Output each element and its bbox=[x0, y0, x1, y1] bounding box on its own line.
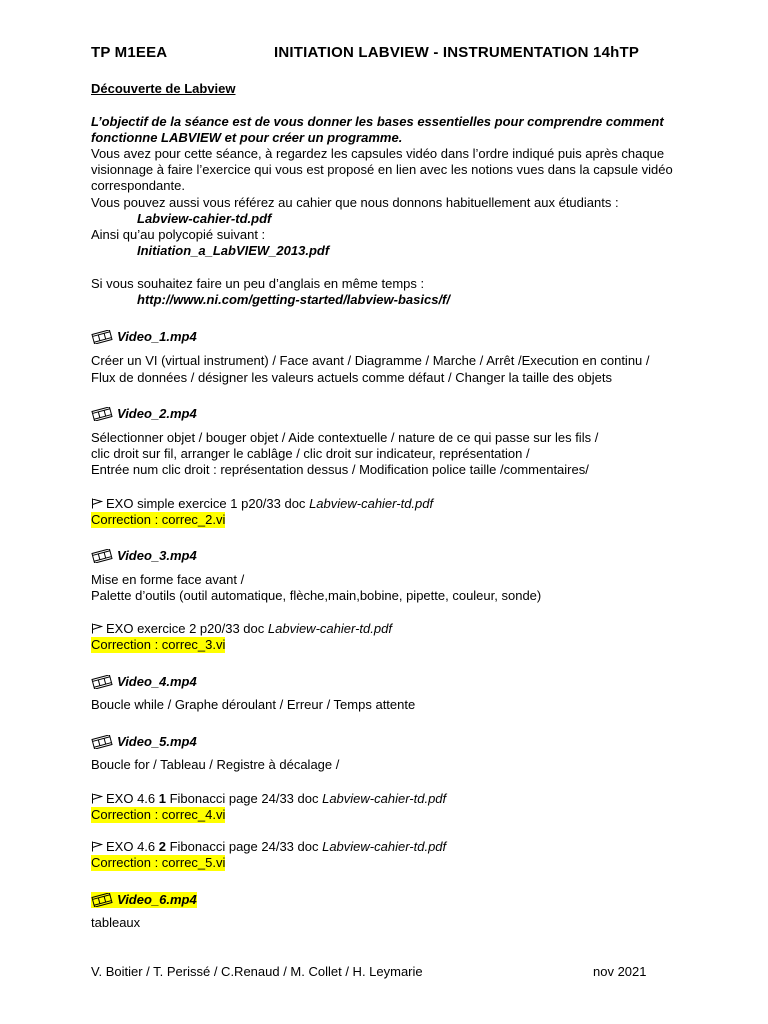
video-topics-line: Sélectionner objet / bouger objet / Aide contextuelle / nature de ce qui passe sur les fils / bbox=[91, 430, 599, 445]
film-icon bbox=[91, 735, 113, 749]
intro-paragraph-line: visionnage à faire l’exercice qui vous est proposé en lien avec les notions vues dans la capsule vidéo bbox=[91, 162, 673, 177]
flag-icon bbox=[91, 623, 103, 634]
correction-label: Correction : correc_3.vi bbox=[91, 637, 226, 652]
english-intro: Si vous souhaitez faire un peu d’anglais en même temps : bbox=[91, 276, 425, 291]
video-item-4 bbox=[91, 674, 197, 690]
exercise-doc: Labview-cahier-td.pdf bbox=[322, 791, 447, 806]
video-topics-line: clic droit sur fil, arranger le cablâge / clic droit sur indicateur, représentation / bbox=[91, 446, 530, 461]
video-topics-line: Palette d’outils (outil automatique, flèche,main,bobine, pipette, couleur, sonde) bbox=[91, 588, 542, 603]
intro-paragraph-line: correspondante. bbox=[91, 178, 185, 193]
exercise-item-2: EXO exercice 2 p20/33 doc Labview-cahier-td.pdf bbox=[91, 621, 392, 637]
film-icon bbox=[91, 330, 113, 344]
exercise-doc: Labview-cahier-td.pdf bbox=[322, 839, 447, 854]
objective-line-1: L’objectif de la séance est de vous donner les bases essentielles pour comprendre comment bbox=[91, 114, 664, 129]
film-icon bbox=[91, 675, 113, 689]
correction-label: Correction : correc_2.vi bbox=[91, 512, 226, 527]
footer-authors: V. Boitier / T. Perissé / C.Renaud / M. Collet / H. Leymarie bbox=[91, 964, 423, 979]
video-item-3 bbox=[91, 548, 197, 564]
film-icon bbox=[91, 549, 113, 563]
polycopie-intro: Ainsi qu’au polycopié suivant : bbox=[91, 227, 266, 242]
flag-icon bbox=[91, 793, 103, 804]
reference-doc-cahier: Labview-cahier-td.pdf bbox=[137, 211, 272, 226]
correction-label: Correction : correc_4.vi bbox=[91, 807, 226, 822]
video-title: Video_5.mp4 bbox=[117, 734, 197, 749]
video-topics-line: Flux de données / désigner les valeurs actuels comme défaut / Changer la taille des objets bbox=[91, 370, 613, 385]
correction-label: Correction : correc_5.vi bbox=[91, 855, 226, 870]
video-title: Video_3.mp4 bbox=[117, 548, 197, 563]
exercise-item-4: EXO 4.6 2 Fibonacci page 24/33 doc Labview-cahier-td.pdf bbox=[91, 839, 446, 855]
video-title: Video_2.mp4 bbox=[117, 406, 197, 421]
reference-doc-initiation: Initiation_a_LabVIEW_2013.pdf bbox=[137, 243, 330, 258]
video-item-1 bbox=[91, 329, 197, 345]
film-icon bbox=[91, 407, 113, 421]
video-topics-line: Mise en forme face avant / bbox=[91, 572, 245, 587]
document-page bbox=[91, 0, 711, 1024]
exercise-item-3: EXO 4.6 1 Fibonacci page 24/33 doc Labview-cahier-td.pdf bbox=[91, 791, 446, 807]
reference-url[interactable]: http://www.ni.com/getting-started/labview-basics/f/ bbox=[137, 292, 450, 307]
video-item-5 bbox=[91, 734, 197, 750]
video-item-6 bbox=[91, 892, 197, 908]
exercise-doc: Labview-cahier-td.pdf bbox=[267, 621, 392, 636]
film-icon bbox=[91, 893, 113, 907]
video-topics-line: tableaux bbox=[91, 915, 141, 930]
video-topics-line: Entrée num clic droit : représentation dessus / Modification police taille /commentaires/ bbox=[91, 462, 589, 477]
video-title: Video_4.mp4 bbox=[117, 674, 197, 689]
reference-intro: Vous pouvez aussi vous référez au cahier que nous donnons habituellement aux étudiants : bbox=[91, 195, 619, 210]
section-title: Découverte de Labview bbox=[91, 81, 236, 96]
exercise-item-1: EXO simple exercice 1 p20/33 doc Labview-cahier-td.pdf bbox=[91, 496, 433, 512]
flag-icon bbox=[91, 498, 103, 509]
intro-paragraph-line: Vous avez pour cette séance, à regardez les capsules vidéo dans l’ordre indiqué puis après chaque bbox=[91, 146, 665, 161]
video-item-2 bbox=[91, 406, 197, 422]
video-topics-line: Boucle for / Tableau / Registre à décalage / bbox=[91, 757, 340, 772]
exercise-doc: Labview-cahier-td.pdf bbox=[309, 496, 434, 511]
video-topics-line: Boucle while / Graphe déroulant / Erreur / Temps attente bbox=[91, 697, 416, 712]
video-topics-line: Créer un VI (virtual instrument) / Face avant / Diagramme / Marche / Arrêt /Execution en continu / bbox=[91, 353, 650, 368]
header-title: INITIATION LABVIEW - INSTRUMENTATION 14hTP bbox=[274, 44, 640, 61]
objective-line-2: fonctionne LABVIEW et pour créer un programme. bbox=[91, 130, 403, 145]
video-title: Video_6.mp4 bbox=[117, 892, 197, 907]
footer-date: nov 2021 bbox=[593, 964, 647, 979]
video-title: Video_1.mp4 bbox=[117, 329, 197, 344]
flag-icon bbox=[91, 841, 103, 852]
header-course-code: TP M1EEA bbox=[91, 44, 168, 61]
